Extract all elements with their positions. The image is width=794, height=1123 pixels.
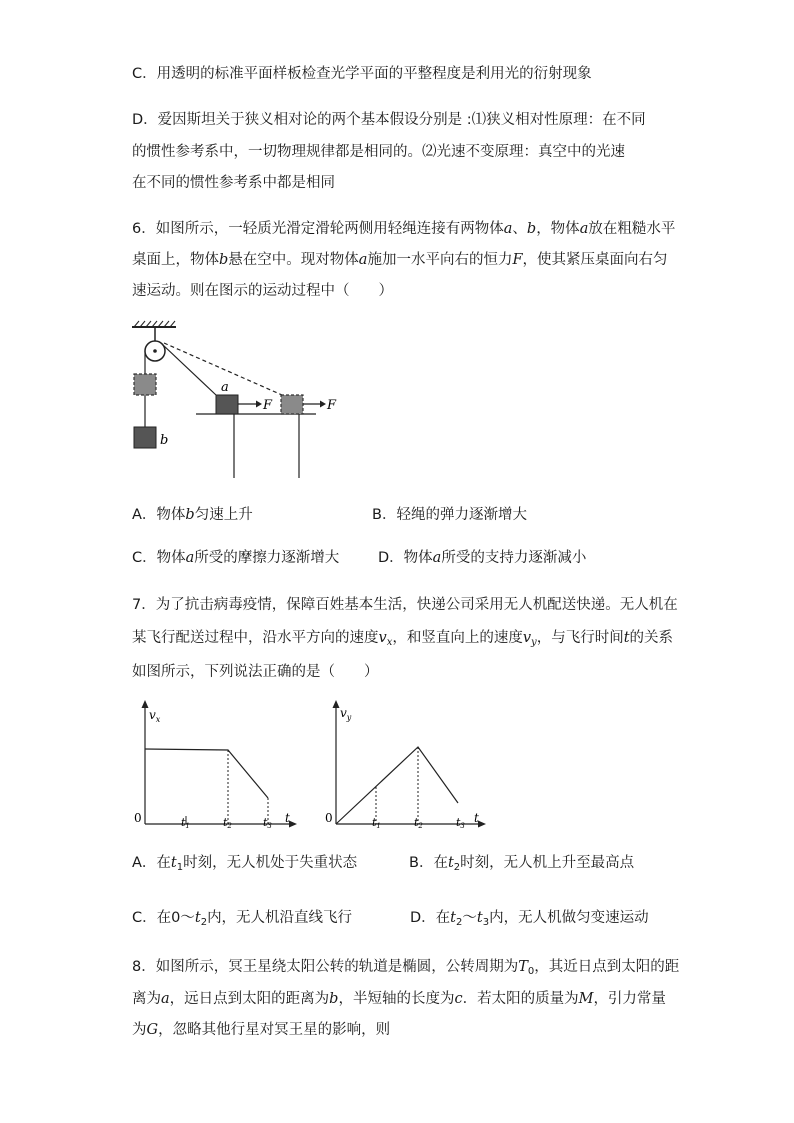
q7-stem-line3: 如图所示，下列说法正确的是（ ）: [132, 664, 379, 680]
q7-option-b: B．在$t_2$时刻，无人机上升至最高点: [409, 855, 635, 873]
q8-stem-line2: 离为a，远日点到太阳的距离为b，半短轴的长度为c．若太阳的质量为M，引力常量: [132, 991, 666, 1007]
t3-label: t3: [456, 816, 465, 830]
q6-pulley-figure: [120, 318, 360, 488]
vy-curve: [336, 747, 458, 824]
pulley-axle: [153, 349, 157, 353]
x-axis-arrow: [478, 821, 486, 828]
label-f2: F: [327, 398, 337, 413]
block-a: [216, 395, 238, 414]
q5-option-d-line1: D．爱因斯坦关于狭义相对论的两个基本假设分别是 :⑴狭义相对性原理：在不同: [132, 112, 646, 128]
q6-stem-line3: 速运动。则在图示的运动过程中（ ）: [132, 283, 393, 299]
y-label: $v_x$: [149, 708, 161, 724]
q6-option-a: A．物体b匀速上升: [132, 507, 253, 523]
q7-stem-line1: 7．为了抗击病毒疫情，保障百姓基本生活，快递公司采用无人机配送快递。无人机在: [132, 597, 678, 613]
q5-option-d-line3: 在不同的惯性参考系中都是相同: [132, 175, 335, 191]
label-a: a: [221, 380, 229, 395]
q6-stem-line1: 6．如图所示，一轻质光滑定滑轮两侧用轻绳连接有两物体a、b，物体a放在粗糙水平: [132, 221, 676, 237]
force-arrowhead-1: [256, 401, 262, 408]
origin-label: 0: [325, 811, 333, 825]
q7-vy-graph: [318, 698, 498, 830]
t3-label: t3: [263, 816, 272, 830]
label-f1: F: [263, 398, 273, 413]
q6-option-c: C．物体a所受的摩擦力逐渐增大: [132, 550, 340, 566]
y-axis-arrow: [142, 700, 149, 708]
block-b-initial: [134, 374, 156, 395]
force-arrowhead-2: [320, 401, 326, 408]
q8-stem-line3: 为G，忽略其他行星对冥王星的影响，则: [132, 1022, 391, 1038]
q7-vx-graph: [125, 698, 305, 830]
origin-label: 0: [134, 811, 142, 825]
q6-option-b: B．轻绳的弹力逐渐增大: [372, 507, 527, 523]
t1-label: t1: [181, 816, 190, 830]
q7-option-c: C．在$0\sim t_2$内，无人机沿直线飞行: [132, 910, 353, 928]
q7-option-d: D．在$t_2\sim t_3$内，无人机做匀变速运动: [410, 910, 649, 928]
q8-stem-line1: 8．如图所示，冥王星绕太阳公转的轨道是椭圆，公转周期为$T_0$，其近日点到太阳的距: [132, 959, 680, 977]
q5-option-c: C．用透明的标准平面样板检查光学平面的平整程度是利用光的衍射现象: [132, 66, 592, 82]
y-axis-arrow: [333, 700, 340, 708]
t2-label: t2: [223, 816, 232, 830]
q7-stem-line2: 某飞行配送过程中，沿水平方向的速度$v_x$，和竖直向上的速度$v_y$，与飞行时间t的关系: [132, 630, 674, 648]
label-b: b: [160, 433, 169, 448]
q6-stem-line2: 桌面上，物体b悬在空中。现对物体a施加一水平向右的恒力F，使其紧压桌面向右匀: [132, 252, 668, 268]
q6-option-d: D．物体a所受的支持力逐渐减小: [378, 550, 587, 566]
t-axis-label: t: [285, 811, 290, 825]
vx-curve: [145, 749, 268, 798]
q5-option-d-line2: 的惯性参考系中，一切物理规律都是相同的。⑵光速不变原理：真空中的光速: [132, 144, 625, 160]
y-label: $v_y$: [340, 706, 352, 722]
x-axis-arrow: [289, 821, 297, 828]
block-b: [134, 427, 156, 448]
block-a-later: [281, 395, 303, 414]
q7-option-a: A．在$t_1$时刻，无人机处于失重状态: [132, 855, 358, 873]
t1-label: t1: [372, 816, 381, 830]
rope-to-a: [163, 345, 216, 395]
t-axis-label: t: [474, 811, 479, 825]
t2-label: t2: [414, 816, 423, 830]
